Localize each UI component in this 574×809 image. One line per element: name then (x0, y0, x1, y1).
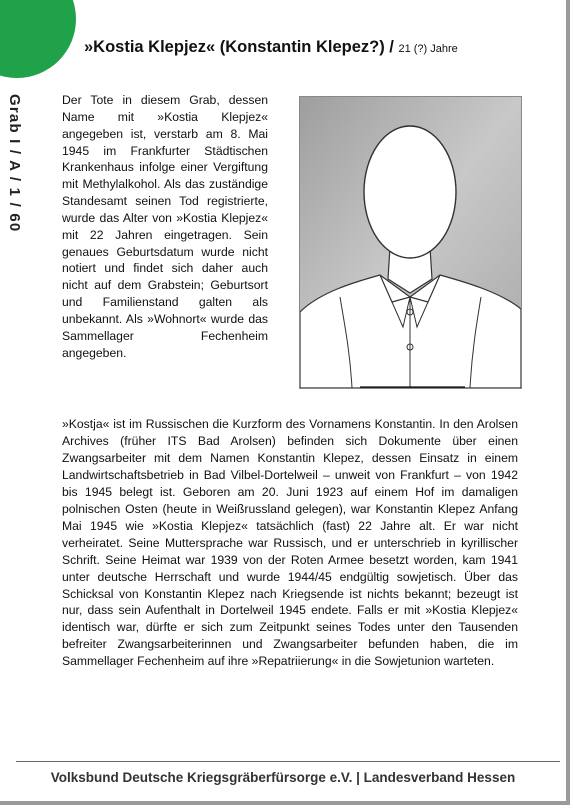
body-paragraph-1: Der Tote in diesem Grab, dessen Name mit »Kostia Klepjez« angegeben ist, verstarb am 8. Mai 1945 im Frankfurter Städtischen Krankenhaus infolge einer Vergiftung mit Methylalkohol. Als das zuständige Standesamt seinen Tod registrierte, wurde das Alter von »Kostia Klepjez« mit 22 Jahren eingetragen. Sein genaues Geburtsdatum wurde nicht notiert und findet sich daher auch nicht auf dem Grabstein; Geburtsort und Familienstand galten als unbekannt. Als »Wohnort« wurde das Sammellager Fechenheim angegeben. (62, 93, 268, 360)
grave-label: Grab I / A / 1 / 60 (6, 94, 23, 233)
portrait-silhouette-image (299, 96, 522, 389)
footer-organization: Volksbund Deutsche Kriegsgräberfürsorge e.V. | Landesverband Hessen (50, 770, 516, 785)
silhouette-icon (300, 97, 521, 388)
page-title (84, 38, 458, 57)
footer-divider (16, 761, 560, 762)
title-age: 21 (?) Jahre (398, 43, 458, 55)
body-paragraph-2: »Kostja« ist im Russischen die Kurzform des Vornamens Konstantin. In den Arolsen Archives (früher ITS Bad Arolsen) befinden sich Dokumente über einen Zwangsarbeiter mit dem Namen Konstantin Klepez, dessen Einsatz in einem Landwirtschaftsbetrieb in Bad Vilbel-Dortelweil – unweit von Frankfurt – von 1942 bis 1945 belegt ist. Geboren am 20. Juni 1923 auf einem Hof im damaligen polnischen Osten (heute in Weißrussland gelegen), war Konstantin Klepez Anfang Mai 1945 wie »Kostia Klepjez« tatsächlich (fast) 22 Jahre alt. Er war nicht verheiratet. Seine Muttersprache war Russisch, und er unterschrieb in kyrillischer Schrift. Seine Heimat war 1939 von der Roten Armee besetzt worden, kam 1941 unter deutsche Herrschaft und wurde 1944/45 endgültig sowjetisch. Über das Schicksal von Konstantin Klepez nach Kriegsende ist nichts bekannt; bezeugt ist nur, dass sein Aufenthalt in Dortelweil 1945 endete. Falls er mit »Kostia Klepjez« identisch war, dürfte er sich zum Zeitpunkt seines Todes unter den Tausenden befreiter Zwangsarbeiterinnen und Zwangsarbeiter befunden haben, die im Sammellager Fechenheim auf ihre »Repatriierung« in die Sowjetunion warteten. (62, 417, 518, 669)
title-text: »Kostia Klepjez« (Konstantin Klepez?) / (84, 38, 394, 56)
